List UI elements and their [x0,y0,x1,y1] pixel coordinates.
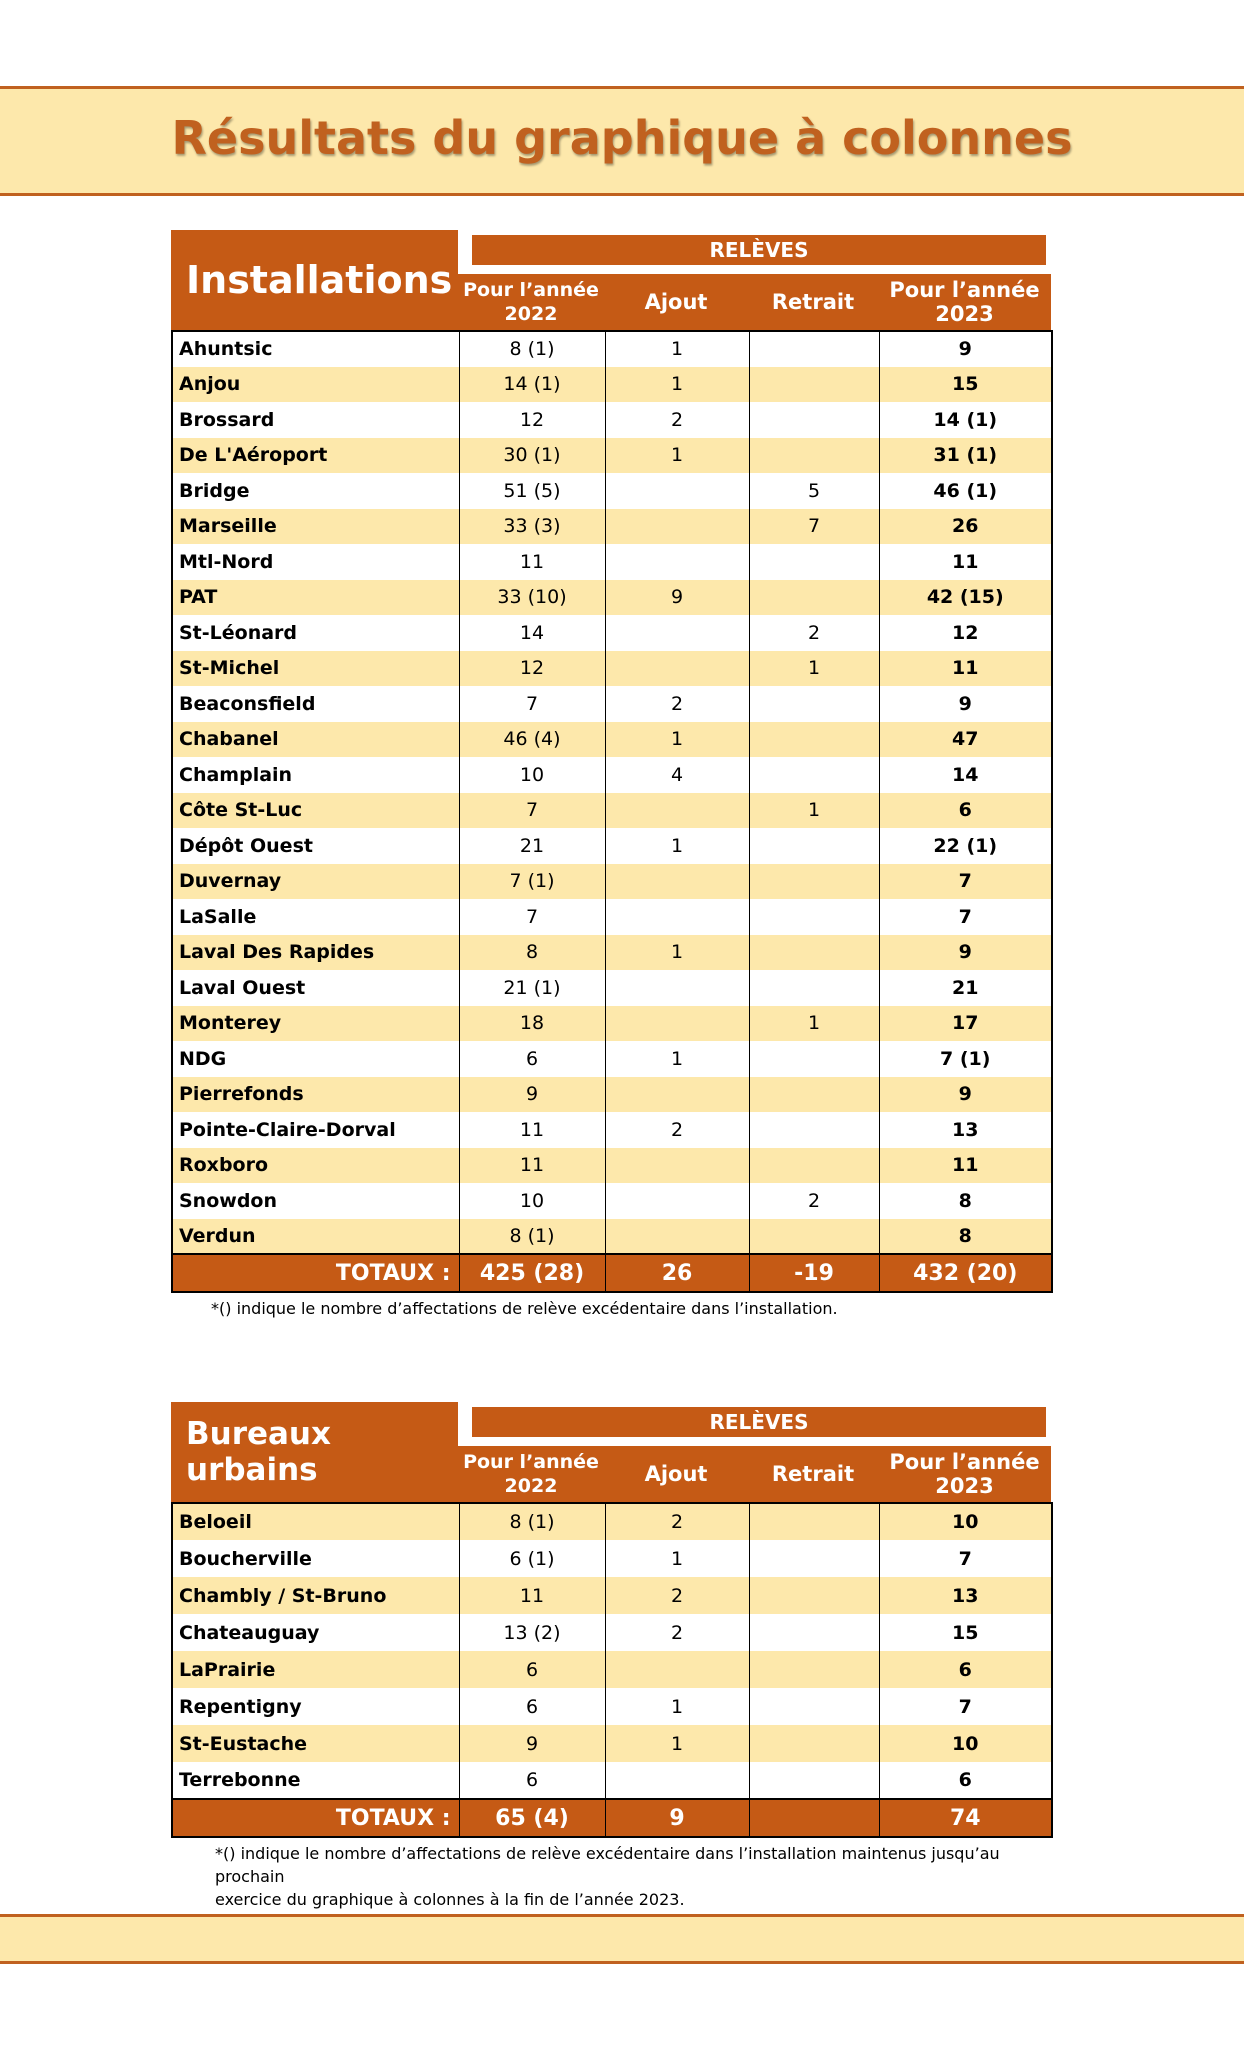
row-label: Chabanel [172,722,459,758]
totals-label: TOTAUX : [172,1799,459,1837]
table-cell: 1 [605,1688,749,1725]
table-cell: 6 [879,1762,1052,1799]
row-label: Chateauguay [172,1614,459,1651]
table-cell [605,473,749,509]
totals-cell: 74 [879,1799,1052,1837]
table-cell: 1 [749,793,879,829]
table-cell [749,1148,879,1184]
row-label: Repentigny [172,1688,459,1725]
table-cell: 6 (1) [459,1540,605,1577]
table-row [172,1577,1052,1614]
totals-cell [749,1799,879,1837]
table-cell [749,1112,879,1148]
totals-cell: 9 [605,1799,749,1837]
totals-cell: 65 (4) [459,1799,605,1837]
table-cell: 6 [459,1688,605,1725]
table-cell: 15 [879,1614,1052,1651]
bureaux-table [171,1502,1053,1838]
row-label: Chambly / St-Bruno [172,1577,459,1614]
table-cell: 1 [605,1540,749,1577]
table-cell [749,1540,879,1577]
table-cell: 1 [605,1041,749,1077]
table-row [172,1183,1052,1219]
table-row [172,1148,1052,1184]
row-label: Brossard [172,402,459,438]
installations-footnote: *() indique le nombre d’affectations de relève excédentaire dans l’installation. [211,1299,838,1318]
table-cell: 11 [459,1112,605,1148]
row-label: Verdun [172,1219,459,1255]
table-cell: 46 (4) [459,722,605,758]
table-cell: 22 (1) [879,828,1052,864]
table-cell: 10 [459,757,605,793]
table-cell: 51 (5) [459,473,605,509]
col-header-2022: Pour l’année 2022 [463,1451,599,1497]
col-header-2023: Pour l’année 2023 [889,1450,1040,1498]
table-cell: 6 [879,1651,1052,1688]
table-cell: 7 (1) [459,864,605,900]
table-row [172,793,1052,829]
table-cell: 9 [605,580,749,616]
col-header-2023: Pour l’année 2023 [889,278,1040,326]
table-cell: 9 [879,686,1052,722]
bureaux-header [171,1402,1051,1502]
table-cell: 1 [605,1725,749,1762]
table-cell [749,828,879,864]
table-cell: 13 [879,1112,1052,1148]
table-cell: 9 [879,331,1052,367]
table-cell: 11 [459,1148,605,1184]
table-cell [605,899,749,935]
installations-title: Installations [171,230,458,330]
row-label: Dépôt Ouest [172,828,459,864]
table-cell: 1 [749,651,879,687]
table-cell [749,686,879,722]
table-cell: 9 [459,1077,605,1113]
table-cell: 7 [459,686,605,722]
table-cell [749,402,879,438]
row-label: Laval Des Rapides [172,935,459,971]
table-cell [749,1614,879,1651]
row-label: Anjou [172,367,459,403]
table-cell: 2 [749,1183,879,1219]
table-cell [605,544,749,580]
table-cell [749,935,879,971]
table-row [172,367,1052,403]
table-cell [749,1725,879,1762]
table-row [172,722,1052,758]
table-row [172,331,1052,367]
table-cell: 42 (15) [879,580,1052,616]
table-cell: 6 [879,793,1052,829]
row-label: Snowdon [172,1183,459,1219]
totals-label: TOTAUX : [172,1254,459,1292]
table-row [172,1540,1052,1577]
table-cell: 10 [879,1503,1052,1540]
table-cell: 8 (1) [459,1503,605,1540]
table-row [172,402,1052,438]
installations-section [171,230,1051,1320]
table-cell [749,1077,879,1113]
table-cell: 12 [459,651,605,687]
table-cell: 14 [879,757,1052,793]
bureaux-footnote-line: *() indique le nombre d’affectations de relève excédentaire dans l’installation maintenus jusqu’au prochain [215,1844,1000,1886]
table-cell: 2 [605,1577,749,1614]
table-cell: 1 [605,367,749,403]
table-cell: 7 [879,1688,1052,1725]
table-cell: 1 [605,828,749,864]
table-cell: 17 [879,1006,1052,1042]
table-row [172,1503,1052,1540]
table-cell [749,1688,879,1725]
row-label: St-Eustache [172,1725,459,1762]
top-banner [0,86,1244,196]
bureaux-table-body [172,1503,1052,1837]
table-cell [605,1219,749,1255]
row-label: Mtl-Nord [172,544,459,580]
table-cell: 11 [879,651,1052,687]
row-label: PAT [172,580,459,616]
totals-row [172,1799,1052,1837]
col-header-2022: Pour l’année 2022 [463,279,599,325]
table-cell: 11 [879,544,1052,580]
row-label: Monterey [172,1006,459,1042]
table-cell: 5 [749,473,879,509]
table-cell [749,1219,879,1255]
row-label: Laval Ouest [172,970,459,1006]
table-cell: 21 [879,970,1052,1006]
bureaux-footnote [215,1842,1051,1911]
table-cell: 13 (2) [459,1614,605,1651]
table-cell: 2 [605,1614,749,1651]
col-header-ajout: Ajout [644,1462,708,1486]
table-cell [749,331,879,367]
table-row [172,1688,1052,1725]
row-label: Beloeil [172,1503,459,1540]
table-cell: 10 [459,1183,605,1219]
table-cell: 26 [879,509,1052,545]
table-cell: 7 [459,793,605,829]
table-cell: 8 [879,1183,1052,1219]
table-cell [605,615,749,651]
table-cell: 8 (1) [459,1219,605,1255]
table-cell: 9 [879,1077,1052,1113]
table-row [172,757,1052,793]
table-cell: 1 [749,1006,879,1042]
table-cell [749,864,879,900]
totals-cell: 425 (28) [459,1254,605,1292]
row-label: Bridge [172,473,459,509]
table-cell [749,722,879,758]
installations-table-body [172,331,1052,1292]
page-title: Résultats du graphique à colonnes [171,111,1073,165]
table-cell: 8 [459,935,605,971]
table-cell [605,793,749,829]
row-label: De L'Aéroport [172,438,459,474]
table-cell [749,757,879,793]
bureaux-footnote-line: exercice du graphique à colonnes à la fin de l’année 2023. [215,1890,685,1909]
table-cell: 1 [605,935,749,971]
row-label: Ahuntsic [172,331,459,367]
row-label: Roxboro [172,1148,459,1184]
table-cell: 7 (1) [879,1041,1052,1077]
table-cell: 10 [879,1725,1052,1762]
table-cell [605,1148,749,1184]
table-cell: 11 [879,1148,1052,1184]
table-row [172,1077,1052,1113]
table-cell [749,1762,879,1799]
table-cell [605,509,749,545]
table-cell [605,1183,749,1219]
table-row [172,509,1052,545]
table-row [172,544,1052,580]
table-cell: 21 (1) [459,970,605,1006]
table-cell: 15 [879,367,1052,403]
column-headers [458,274,1051,330]
row-label: Duvernay [172,864,459,900]
table-row [172,1614,1052,1651]
table-cell: 7 [879,1540,1052,1577]
table-cell: 2 [605,1503,749,1540]
bureaux-title: Bureaux urbains [171,1402,458,1502]
table-row [172,935,1052,971]
column-headers [458,1446,1051,1502]
installations-table [171,330,1053,1293]
table-cell: 7 [879,899,1052,935]
table-row [172,1219,1052,1255]
table-cell: 12 [459,402,605,438]
table-row [172,1112,1052,1148]
table-row [172,1041,1052,1077]
table-cell [749,1577,879,1614]
table-cell: 18 [459,1006,605,1042]
table-cell: 7 [459,899,605,935]
table-cell [749,899,879,935]
table-cell: 7 [749,509,879,545]
totals-cell: 26 [605,1254,749,1292]
table-cell: 6 [459,1041,605,1077]
row-label: St-Léonard [172,615,459,651]
table-row [172,651,1052,687]
table-row [172,1762,1052,1799]
table-cell: 2 [605,1112,749,1148]
releves-header: RELÈVES [472,235,1046,265]
bureaux-section [171,1402,1051,1911]
col-header-ajout: Ajout [644,290,708,314]
table-cell: 6 [459,1651,605,1688]
table-cell: 8 (1) [459,331,605,367]
table-cell [605,1651,749,1688]
table-cell [605,970,749,1006]
installations-header [171,230,1051,330]
table-cell: 21 [459,828,605,864]
table-row [172,1006,1052,1042]
bottom-banner [0,1914,1244,1964]
table-cell [749,1503,879,1540]
table-row [172,686,1052,722]
row-label: Boucherville [172,1540,459,1577]
row-label: Terrebonne [172,1762,459,1799]
table-cell [749,544,879,580]
table-cell [749,367,879,403]
row-label: Marseille [172,509,459,545]
table-row [172,1651,1052,1688]
row-label: Côte St-Luc [172,793,459,829]
table-row [172,899,1052,935]
col-header-retrait: Retrait [771,1462,855,1486]
table-cell: 14 (1) [879,402,1052,438]
totals-cell: -19 [749,1254,879,1292]
row-label: Beaconsfield [172,686,459,722]
table-row [172,615,1052,651]
table-cell [605,864,749,900]
table-row [172,970,1052,1006]
row-label: LaPrairie [172,1651,459,1688]
table-cell: 12 [879,615,1052,651]
table-cell: 2 [605,402,749,438]
table-cell: 13 [879,1577,1052,1614]
table-cell: 1 [605,438,749,474]
row-label: Pointe-Claire-Dorval [172,1112,459,1148]
table-cell: 14 [459,615,605,651]
table-cell: 33 (10) [459,580,605,616]
table-row [172,580,1052,616]
table-cell [605,1762,749,1799]
table-cell: 14 (1) [459,367,605,403]
table-cell: 9 [459,1725,605,1762]
row-label: NDG [172,1041,459,1077]
table-cell: 11 [459,544,605,580]
table-cell: 11 [459,1577,605,1614]
totals-cell: 432 (20) [879,1254,1052,1292]
table-cell [749,1041,879,1077]
table-cell: 8 [879,1219,1052,1255]
table-row [172,473,1052,509]
table-cell [749,580,879,616]
row-label: St-Michel [172,651,459,687]
table-cell: 30 (1) [459,438,605,474]
table-cell: 31 (1) [879,438,1052,474]
releves-header: RELÈVES [472,1407,1046,1437]
table-cell: 46 (1) [879,473,1052,509]
table-cell [749,970,879,1006]
table-cell: 9 [879,935,1052,971]
table-cell [749,438,879,474]
table-cell: 33 (3) [459,509,605,545]
table-cell: 1 [605,722,749,758]
table-cell: 1 [605,331,749,367]
table-cell [749,1651,879,1688]
table-row [172,438,1052,474]
row-label: Champlain [172,757,459,793]
table-row [172,828,1052,864]
table-cell [605,1077,749,1113]
table-cell [605,1006,749,1042]
table-row [172,864,1052,900]
table-cell [605,651,749,687]
table-cell: 7 [879,864,1052,900]
table-cell: 2 [605,686,749,722]
table-cell: 6 [459,1762,605,1799]
table-cell: 47 [879,722,1052,758]
row-label: Pierrefonds [172,1077,459,1113]
table-row [172,1725,1052,1762]
totals-row [172,1254,1052,1292]
table-cell: 4 [605,757,749,793]
table-cell: 2 [749,615,879,651]
row-label: LaSalle [172,899,459,935]
col-header-retrait: Retrait [771,290,855,314]
